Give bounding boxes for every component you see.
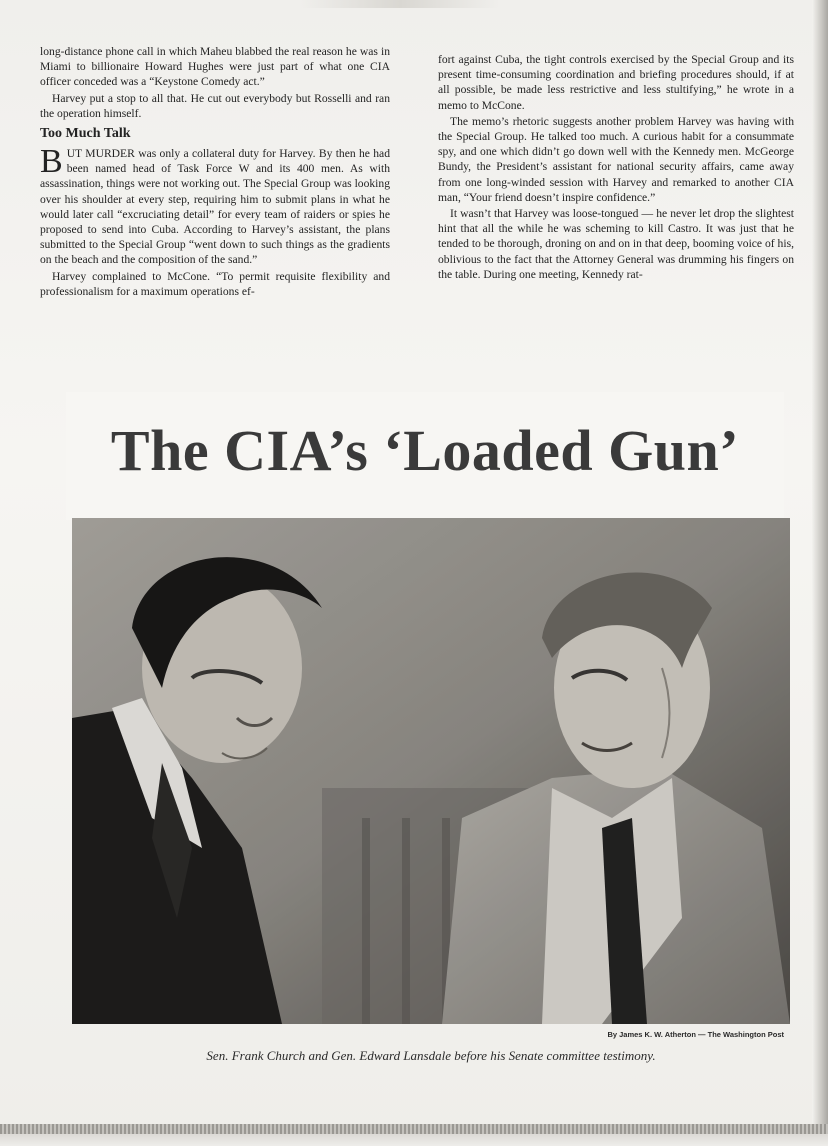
paragraph: It wasn’t that Harvey was loose-tongued — he never let drop the slightest hint that all the while he was scheming to kill Castro. It was just that he tended to be thorough, droning on and on in that deep, booming voice of his, oblivious to the fact that the Attorney General was drumming his fingers on the table. During one meeting, Kennedy rat- <box>438 207 794 281</box>
paragraph-text: UT MURDER was only a collateral duty for Harvey. By then he had been named head of Task Force W and its 400 men. As with assassination, things were not working out. The Special Group was looking over his shoulder at every step, requiring him to submit plans in what he would later call “excruciating detail” for every team of raiders or spies he proposed to send into Cuba. According to Harvey’s assistant, the plans submitted to the Special Group “went down to such things as the gradients on the beach and the composition of the sand.” <box>40 147 390 267</box>
scan-bottom-shadow <box>0 1134 828 1146</box>
scan-smudge <box>300 0 500 8</box>
article-column-left <box>40 44 390 346</box>
section-subhead: Too Much Talk <box>40 126 131 142</box>
paragraph: fort against Cuba, the tight controls exercised by the Special Group and its present time-consuming coordination and briefing procedures should, if at all possible, be made less restrictive and less stultifying,” he wrote in a memo to McCone. <box>438 53 794 112</box>
photo-illustration <box>72 518 790 1024</box>
scan-bottom-edge <box>0 1124 828 1134</box>
photo-caption: Sen. Frank Church and Gen. Edward Lansdale before his Senate committee testimony. <box>206 1048 656 1063</box>
photo-credit: By James K. W. Atherton — The Washington Post <box>607 1030 784 1039</box>
paragraph: long-distance phone call in which Maheu blabbed the real reason he was in Miami to billionaire Howard Hughes were just part of what one CIA officer conceded was a “Keystone Comedy act.” <box>40 45 390 89</box>
news-photo <box>72 518 790 1024</box>
headline: The CIA’s ‘Loaded Gun’ <box>110 418 740 483</box>
paragraph: The memo’s rhetoric suggests another problem Harvey was having with the Special Group. He talked too much. A curious habit for a consummate spy, and one which didn’t go down well with the Kennedy men. McGeorge Bundy, the President’s assistant for national security affairs, came away from one long-winded session with Harvey and remarked to another CIA man, “Your friend doesn’t inspire confidence.” <box>438 114 794 204</box>
paragraph-with-dropcap <box>40 143 390 268</box>
page-edge-shadow <box>812 0 828 1146</box>
drop-cap: B <box>40 143 63 181</box>
paragraph: Harvey complained to McCone. “To permit requisite flexibility and professionalism for a maximum operations ef- <box>40 269 390 298</box>
article-column-right <box>438 52 794 350</box>
paragraph: Harvey put a stop to all that. He cut out everybody but Rosselli and ran the operation himself. <box>40 91 390 120</box>
